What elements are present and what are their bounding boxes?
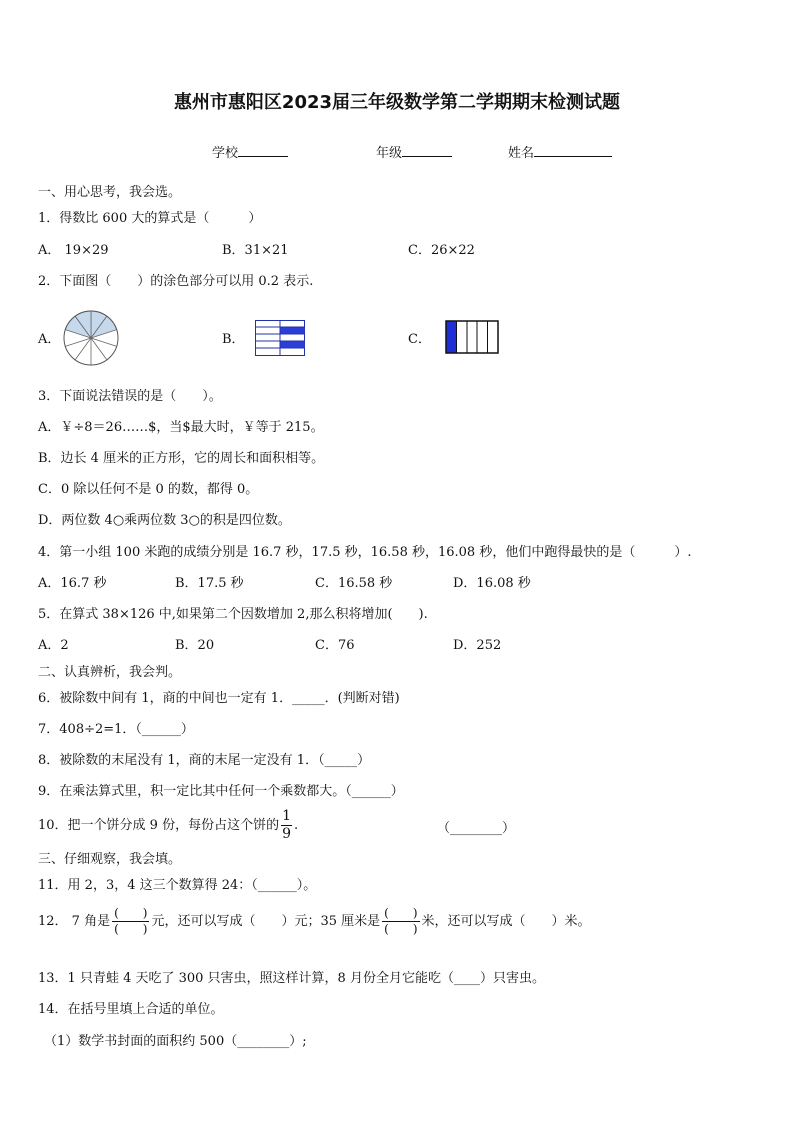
q12-fraction-1-num: ( ): [114, 906, 148, 920]
name-label: 姓名: [508, 146, 535, 161]
q12-fraction-2: [382, 906, 419, 937]
q5-option-b: B．20: [175, 638, 215, 653]
q4-option-a: A．16.7 秒: [38, 576, 107, 591]
q10-denominator: 9: [282, 826, 291, 842]
q5-stem: 5．在算式 38×126 中,如果第二个因数增加 2,那么积将增加( ).: [38, 607, 428, 622]
section-2-heading: 二、认真辨析，我会判。: [38, 665, 182, 680]
q10-prefix: 10．把一个饼分成 9 份，每份占这个饼的: [38, 818, 280, 833]
q1-option-c: C．26×22: [408, 243, 475, 258]
q10-blank: （________）: [437, 821, 516, 836]
q3-option-b: B．边长 4 厘米的正方形，它的周长和面积相等。: [38, 451, 325, 466]
q10-suffix: .: [294, 818, 299, 833]
q4-option-b: B．17.5 秒: [175, 576, 244, 591]
q7-text: 7．408÷2=1．（______）: [38, 722, 194, 737]
name-blank: [534, 144, 612, 157]
grade-label: 年级: [376, 146, 403, 161]
q12-part-2: 元，还可以写成（ ）元；35 厘米是: [151, 914, 381, 929]
q5-option-a: A．2: [38, 638, 69, 653]
q2-grid-figure: [255, 320, 305, 356]
q12-fraction-2-num: ( ): [384, 906, 418, 920]
q3-option-d: D．两位数 4○乘两位数 3○的积是四位数。: [38, 513, 291, 528]
q3-stem: 3．下面说法错误的是（ ）。: [38, 389, 222, 404]
q2-stem: 2．下面图（ ）的涂色部分可以用 0.2 表示.: [38, 274, 314, 289]
q9-text: 9．在乘法算式里，积一定比其中任何一个乘数都大。（______）: [38, 784, 404, 799]
name-field: [508, 142, 612, 161]
q10-fraction: [281, 808, 292, 843]
q4-stem: 4．第一小组 100 米跑的成绩分别是 16.7 秒，17.5 秒，16.58 秒，16.08 秒，他们中跑得最快的是（ ）.: [38, 545, 692, 560]
q5-option-d: D．252: [453, 638, 502, 653]
q12-part-3: 米，还可以写成（ ）米。: [421, 914, 591, 929]
q12-fraction-1: [112, 906, 149, 937]
q3-option-c: C．0 除以任何不是 0 的数，都得 0。: [38, 482, 259, 497]
q2-bar-figure: [445, 320, 499, 354]
q1-option-a: A． 19×29: [38, 243, 109, 258]
page-title: 惠州市惠阳区2023届三年级数学第二学期期末检测试题: [173, 92, 621, 113]
q12-fraction-1-den: ( ): [114, 922, 148, 936]
q6-text: 6．被除数中间有 1，商的中间也一定有 1．_____．(判断对错): [38, 691, 400, 706]
q10-numerator: 1: [282, 808, 291, 824]
q14-text: 14．在括号里填上合适的单位。: [38, 1002, 224, 1017]
q10-text: [38, 808, 298, 843]
section-3-heading: 三、仔细观察，我会填。: [38, 852, 182, 867]
q8-text: 8．被除数的末尾没有 1，商的末尾一定没有 1．（_____）: [38, 753, 371, 768]
q4-option-d: D．16.08 秒: [453, 576, 531, 591]
section-1-heading: 一、用心思考，我会选。: [38, 185, 182, 200]
q13-text: 13．1 只青蛙 4 天吃了 300 只害虫，照这样计算，8 月份全月它能吃（____）只害虫。: [38, 971, 545, 986]
q4-option-c: C．16.58 秒: [315, 576, 393, 591]
grade-blank: [402, 144, 452, 157]
q12-text: [38, 906, 591, 937]
q1-option-b: B．31×21: [222, 243, 289, 258]
q3-option-a: A．￥÷8＝26……$，当$最大时，￥等于 215。: [38, 420, 324, 435]
school-blank: [238, 144, 288, 157]
school-field: [212, 142, 288, 161]
q12-fraction-2-den: ( ): [384, 922, 418, 936]
q2-option-c: C．: [408, 332, 431, 347]
q2-option-a: A．: [38, 332, 61, 347]
q2-option-b: B．: [222, 332, 245, 347]
q11-text: 11．用 2，3，4 这三个数算得 24：（______）。: [38, 878, 317, 893]
q12-part-1: 12． 7 角是: [38, 914, 111, 929]
q5-option-c: C．76: [315, 638, 355, 653]
q2-circle-figure: [62, 309, 120, 367]
q1-stem: 1．得数比 600 大的算式是（ ）: [38, 211, 262, 226]
grade-field: [376, 142, 452, 161]
school-label: 学校: [212, 146, 239, 161]
q14-sub-1: （1）数学书封面的面积约 500（________）;: [44, 1034, 307, 1049]
